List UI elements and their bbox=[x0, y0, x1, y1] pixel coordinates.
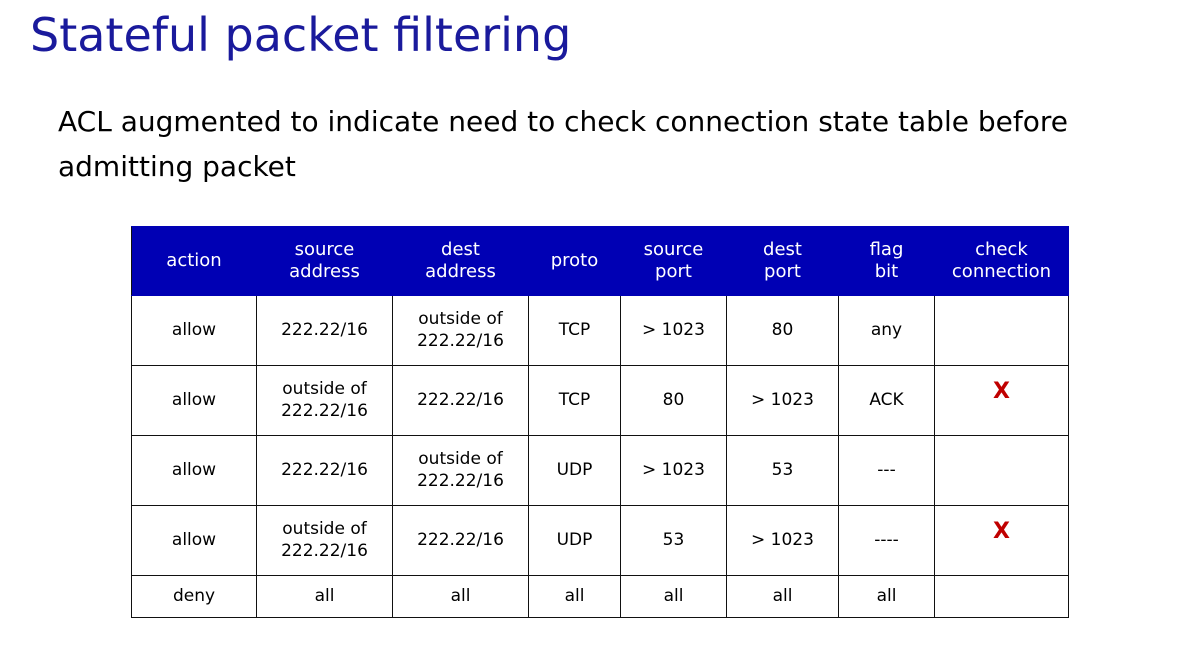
table-body bbox=[132, 296, 1069, 618]
column-header-source-port bbox=[621, 227, 727, 296]
cell-proto: UDP bbox=[529, 436, 621, 506]
table-row bbox=[132, 436, 1069, 506]
cell-dest-port: 80 bbox=[727, 296, 839, 366]
check-mark-x: X bbox=[993, 378, 1010, 404]
cell-dest-address-line2: 222.22/16 bbox=[417, 470, 504, 491]
cell-flag-bit: all bbox=[839, 576, 935, 618]
cell-action: allow bbox=[132, 436, 257, 506]
column-header-dest-port-line2: port bbox=[764, 261, 801, 282]
cell-dest-address bbox=[393, 506, 529, 576]
cell-source-address-line1: 222.22/16 bbox=[281, 459, 368, 480]
table-row bbox=[132, 296, 1069, 366]
cell-source-address bbox=[257, 436, 393, 506]
acl-table bbox=[131, 226, 1069, 618]
column-header-check-connection bbox=[935, 227, 1069, 296]
page-title: Stateful packet filtering bbox=[30, 8, 572, 62]
cell-dest-port: > 1023 bbox=[727, 366, 839, 436]
cell-flag-bit: --- bbox=[839, 436, 935, 506]
cell-dest-address: all bbox=[393, 576, 529, 618]
cell-dest-address bbox=[393, 296, 529, 366]
cell-check-connection bbox=[935, 506, 1069, 576]
cell-flag-bit: ACK bbox=[839, 366, 935, 436]
table-header-row bbox=[132, 227, 1069, 296]
cell-check-connection bbox=[935, 436, 1069, 506]
cell-flag-bit: any bbox=[839, 296, 935, 366]
cell-source-port: > 1023 bbox=[621, 296, 727, 366]
cell-check-connection bbox=[935, 576, 1069, 618]
slide-subtitle: ACL augmented to indicate need to check connection state table before admitting packet bbox=[58, 105, 1068, 183]
column-header-dest-port bbox=[727, 227, 839, 296]
cell-source-address-line1: 222.22/16 bbox=[281, 319, 368, 340]
cell-dest-address-line1: outside of bbox=[418, 309, 503, 330]
column-header-check-connection-line2: connection bbox=[951, 261, 1052, 282]
cell-proto: all bbox=[529, 576, 621, 618]
table-row bbox=[132, 576, 1069, 618]
cell-action: deny bbox=[132, 576, 257, 618]
cell-source-port: > 1023 bbox=[621, 436, 727, 506]
cell-dest-port: > 1023 bbox=[727, 506, 839, 576]
cell-dest-address bbox=[393, 366, 529, 436]
cell-action: allow bbox=[132, 366, 257, 436]
cell-source-address-line2: 222.22/16 bbox=[281, 540, 368, 561]
column-header-flag-bit bbox=[839, 227, 935, 296]
column-header-flag-bit-line2: bit bbox=[874, 261, 899, 282]
cell-check-connection bbox=[935, 366, 1069, 436]
column-header-dest-address-line2: address bbox=[425, 261, 496, 282]
cell-source-port: 53 bbox=[621, 506, 727, 576]
cell-proto: TCP bbox=[529, 296, 621, 366]
cell-dest-port: all bbox=[727, 576, 839, 618]
cell-source-port: all bbox=[621, 576, 727, 618]
cell-action: allow bbox=[132, 506, 257, 576]
cell-dest-address-line1: 222.22/16 bbox=[417, 389, 504, 410]
column-header-flag-bit-line1: flag bbox=[869, 238, 904, 260]
cell-source-address-line2: 222.22/16 bbox=[281, 400, 368, 421]
cell-source-address bbox=[257, 506, 393, 576]
cell-source-address-line1: outside of bbox=[282, 519, 367, 540]
cell-source-port: 80 bbox=[621, 366, 727, 436]
column-header-dest-address bbox=[393, 227, 529, 296]
cell-source-address-line1: outside of bbox=[282, 379, 367, 400]
cell-source-address: all bbox=[257, 576, 393, 618]
cell-check-connection bbox=[935, 296, 1069, 366]
column-header-proto-line1: proto bbox=[550, 249, 599, 271]
cell-dest-address-line1: 222.22/16 bbox=[417, 529, 504, 550]
cell-dest-port: 53 bbox=[727, 436, 839, 506]
cell-dest-address bbox=[393, 436, 529, 506]
cell-source-address bbox=[257, 366, 393, 436]
column-header-proto bbox=[529, 227, 621, 296]
cell-action: allow bbox=[132, 296, 257, 366]
cell-proto: UDP bbox=[529, 506, 621, 576]
column-header-dest-address-line1: dest bbox=[441, 238, 480, 260]
column-header-source-port-line2: port bbox=[655, 261, 692, 282]
column-header-source-address bbox=[257, 227, 393, 296]
column-header-source-address-line2: address bbox=[289, 261, 360, 282]
cell-dest-address-line1: outside of bbox=[418, 449, 503, 470]
check-mark-x: X bbox=[993, 518, 1010, 544]
column-header-source-port-line1: source bbox=[643, 238, 704, 260]
column-header-check-connection-line1: check bbox=[975, 238, 1028, 260]
table-row bbox=[132, 366, 1069, 436]
column-header-dest-port-line1: dest bbox=[763, 238, 802, 260]
cell-source-address bbox=[257, 296, 393, 366]
cell-proto: TCP bbox=[529, 366, 621, 436]
column-header-source-address-line1: source bbox=[294, 238, 355, 260]
cell-flag-bit: ---- bbox=[839, 506, 935, 576]
column-header-action bbox=[132, 227, 257, 296]
table-row bbox=[132, 506, 1069, 576]
table-header bbox=[132, 227, 1069, 296]
acl-table-wrapper bbox=[131, 226, 1068, 618]
column-header-action-line1: action bbox=[166, 249, 222, 271]
cell-dest-address-line2: 222.22/16 bbox=[417, 330, 504, 351]
